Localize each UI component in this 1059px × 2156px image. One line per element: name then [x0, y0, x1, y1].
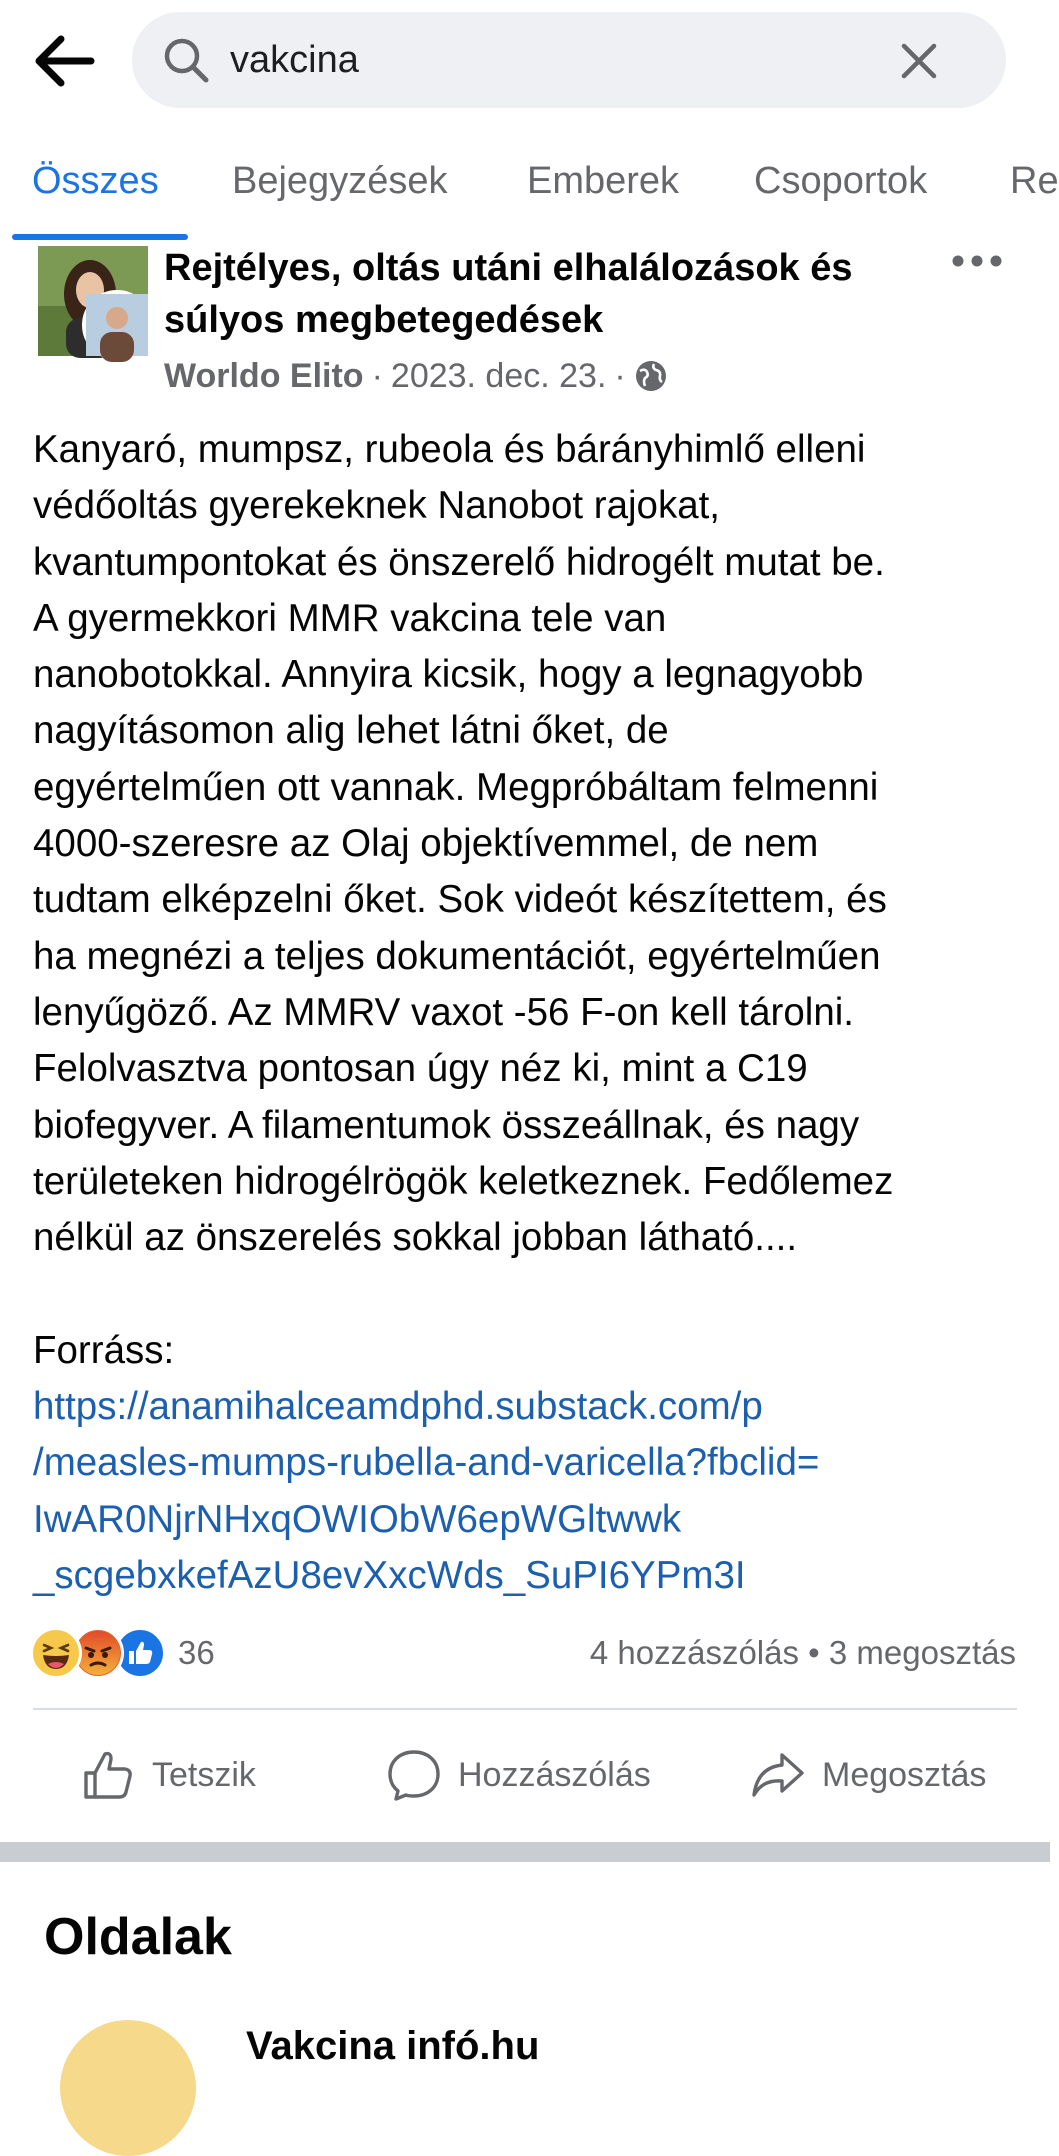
more-options-icon[interactable]	[950, 246, 1004, 276]
haha-reaction-icon	[30, 1627, 82, 1679]
meta-separator: ·	[371, 357, 383, 395]
back-arrow-icon	[31, 33, 95, 89]
post-body-line: Felolvasztva pontosan úgy néz ki, mint a C19	[33, 1047, 808, 1091]
comment-label: Hozzászólás	[458, 1755, 651, 1794]
post-title-line: Rejtélyes, oltás utáni elhalálozások és	[164, 247, 853, 289]
post-author[interactable]: Worldo Elito	[164, 357, 364, 395]
pages-section-title: Oldalak	[44, 1908, 232, 1966]
tab-groups[interactable]: Csoportok	[754, 160, 928, 202]
tab-people[interactable]: Emberek	[527, 160, 680, 202]
post-body-line: egyértelműen ott vannak. Megpróbáltam felmenni	[33, 765, 879, 809]
post-title[interactable]	[164, 242, 924, 346]
post-meta	[164, 354, 668, 398]
clear-search-icon[interactable]	[894, 36, 944, 86]
post-body-line: biofegyver. A filamentumok összeállnak, és nagy	[33, 1103, 860, 1147]
post-body-line: ha megnézi a teljes dokumentációt, egyértelműen	[33, 934, 881, 978]
share-label: Megosztás	[822, 1755, 987, 1794]
like-label: Tetszik	[152, 1755, 256, 1794]
source-link-line[interactable]: IwAR0NjrNHxqOWIObW6epWGltwwk	[33, 1497, 682, 1541]
back-button[interactable]	[28, 30, 98, 92]
meta-separator: ·	[614, 357, 626, 395]
thumbs-up-icon	[80, 1747, 136, 1803]
page-name[interactable]: Vakcina infó.hu	[246, 2024, 540, 2068]
comment-button[interactable]	[386, 1740, 651, 1810]
post-body-line: védőoltás gyerekeknek Nanobot rajokat,	[33, 484, 721, 528]
share-count[interactable]: 3 megosztás	[828, 1634, 1016, 1671]
search-icon	[160, 34, 212, 86]
post-body-line: területeken hidrogélrögök keletkeznek. Fedőlemez	[33, 1159, 894, 1203]
post-body-line: nanobotokkal. Annyira kicsik, hogy a legnagyobb	[33, 653, 864, 697]
comment-count[interactable]: 4 hozzászólás	[589, 1634, 799, 1671]
like-button[interactable]	[80, 1740, 256, 1810]
tab-more-cut[interactable]: Re	[1010, 160, 1059, 202]
post-stats	[590, 1630, 1016, 1676]
post-body-line: A gyermekkori MMR vakcina tele van	[33, 596, 667, 640]
source-label: Forráss:	[33, 1328, 175, 1372]
tab-posts[interactable]: Bejegyzések	[232, 160, 448, 202]
post-body-line: kvantumpontokat és önszerelő hidrogélt mutat be.	[33, 540, 885, 584]
reactions-summary[interactable]	[30, 1628, 215, 1678]
tab-all[interactable]: Összes	[32, 160, 159, 202]
source-link-line[interactable]: _scgebxkefAzU8evXxcWds_SuPI6YPm3I	[33, 1553, 746, 1597]
section-separator	[0, 1842, 1050, 1862]
author-avatar	[82, 290, 152, 360]
search-filter-tabs	[0, 150, 1059, 240]
post-title-line: súlyos megbetegedések	[164, 299, 604, 341]
post-body-line: Kanyaró, mumpsz, rubeola és bárányhimlő elleni	[33, 428, 866, 471]
post-body-line: nagyításomon alig lehet látni őket, de	[33, 709, 669, 753]
reaction-count: 36	[178, 1634, 215, 1671]
globe-icon	[634, 359, 668, 393]
post-avatar[interactable]	[38, 246, 152, 360]
post-date[interactable]: 2023. dec. 23.	[390, 357, 607, 395]
post-body-line: lenyűgöző. Az MMRV vaxot -56 F-on kell tárolni.	[33, 990, 854, 1034]
post-body-line: tudtam elképzelni őket. Sok videót készítettem, és	[33, 878, 887, 922]
share-button[interactable]	[750, 1740, 986, 1810]
share-arrow-icon	[750, 1747, 806, 1803]
post-body-line: 4000-szeresre az Olaj objektívemmel, de nem	[33, 822, 819, 866]
active-tab-indicator	[12, 234, 188, 240]
comment-bubble-icon	[386, 1747, 442, 1803]
blank-line	[33, 1266, 1023, 1322]
post-body-line: nélkül az önszerelés sokkal jobban látható....	[33, 1216, 798, 1260]
stats-separator: •	[808, 1634, 829, 1671]
source-link-line[interactable]: https://anamihalceamdphd.substack.com/p	[33, 1385, 763, 1429]
search-input[interactable]: vakcina	[230, 39, 359, 81]
post-divider	[33, 1708, 1017, 1710]
page-avatar[interactable]	[60, 2020, 196, 2156]
source-link-line[interactable]: /measles-mumps-rubella-and-varicella?fbclid=	[33, 1441, 820, 1485]
search-bar[interactable]	[132, 12, 1006, 108]
post-body	[33, 422, 1023, 1604]
